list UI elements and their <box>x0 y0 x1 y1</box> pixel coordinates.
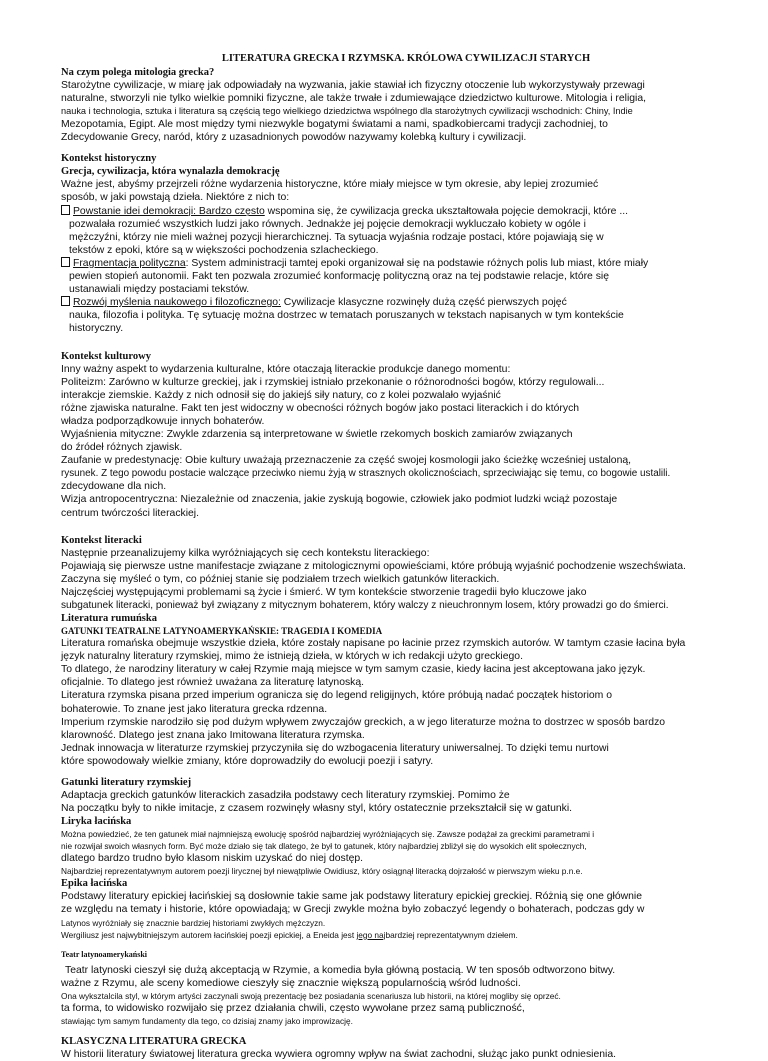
paragraph-line: Najbardziej reprezentatywnym autorem poezji lirycznej był niewątpliwie Owidiusz, który osiągnął literacką dojrzałość w pierwszym wieku p.n.e. <box>61 866 583 877</box>
paragraph-line: Ważne jest, abyśmy przejrzeli różne wydarzenia historyczne, które miały miejsce w tym okresie, aby lepiej zrozumieć <box>61 179 599 191</box>
paragraph-line: pewien stopień autonomii. Fakt ten pozwala zrozumieć konformację polityczną oraz na tej podstawie relacje, które się <box>69 271 610 283</box>
paragraph-line: ważne z Rzymu, ale sceny komediowe cieszyły się znacznie większą popularnością wśród ludności. <box>61 977 521 989</box>
paragraph-line: Latynos wyróżniały się znacznie bardziej historiami zwykłych mężczyzn. <box>61 917 326 928</box>
paragraph-line: Pojawiają się pierwsze ustne manifestacje związane z mitologicznymi opowieściami, które próbują wyjaśnić pochodzenie wszechświata. <box>61 560 686 572</box>
paragraph-line: stawiając tym samym fundamenty dla tego, co dzisiaj znamy jako improwizację. <box>61 1015 353 1026</box>
paragraph-line: ustanawiali między postaciami tekstów. <box>69 284 250 296</box>
checkbox-glyph-icon <box>61 257 70 267</box>
paragraph-line: ta forma, to widowisko rozwijało się przez działania chwili, często wywołane przez samą publiczność, <box>61 1002 525 1014</box>
paragraph-line: Adaptacja greckich gatunków literackich zasadziła podstawy cech literatury rzymskiej. Pomimo że <box>61 790 510 802</box>
paragraph-line: dlatego bardzo trudno było klasom niskim uzyskać do niej dostęp. <box>61 853 364 865</box>
paragraph-line: Wizja antropocentryczna: Niezależnie od znaczenia, jakie zyskują bogowie, człowiek jako podmiot ludzki wciąż pozostaje <box>61 494 618 506</box>
underlined-text-run: jego naj <box>356 929 386 940</box>
section-heading-latin-lyric: Liryka łacińska <box>61 816 132 828</box>
paragraph-line: pozwalała rozumieć wszystkich ludzi jako równych. Jednakże jej pojęcie demokracji wykluczało kobiety w ogóle i <box>69 218 586 230</box>
paragraph-line: różne zjawiska naturalne. Fakt ten jest widoczny w obecności różnych bogów jako postaci literackich i do których <box>61 402 580 414</box>
paragraph-line: nie rozwijał swoich własnych form. Być może działo się tak dlatego, że był to gatunek, który najbardziej zbliżył się do wysokich elit społecznych, <box>61 841 587 852</box>
paragraph-line: bohaterowie. To znane jest jako literatura grecka rdzenna. <box>61 703 328 715</box>
section-subheading-democracy: Grecja, cywilizacja, która wynalazła demokrację <box>61 166 280 178</box>
bullet-text: Cywilizacje klasyczne rozwinęły dużą część pierwszych pojęć <box>280 297 567 309</box>
section-subheading-genres: GATUNKI TEATRALNE LATYNOAMERYKAŃSKIE: TRAGEDIA I KOMEDIA <box>61 626 383 637</box>
paragraph-line: Jednak innowacja w literaturze rzymskiej przyczyniła się do wzbogacenia literatury uniwersalnej. To dzięki temu nurtowi <box>61 742 609 754</box>
bullet-item <box>61 257 751 270</box>
paragraph-line: tekstów z epoki, które są w większości pochodzenia szlacheckiego. <box>69 244 379 256</box>
paragraph-line: Literatura romańska obejmuje wszystkie dzieła, które zostały napisane po łacinie przez rzymskich autorów. W tamtym czasie łacina była <box>61 638 686 650</box>
paragraph-line: rysunek. Z tego powodu postacie walczące przeciwko niemu żyją w strasznych okolicznościach, sprzeciwiając się temu, co bogowie ustalili. <box>61 468 671 480</box>
text-run: bardziej reprezentatywnym dziełem. <box>385 929 518 940</box>
bullet-text: wspomina się, że cywilizacja grecka ukształtowała pojęcie demokracji, które ... <box>264 205 628 217</box>
paragraph-line <box>61 929 751 941</box>
document-page <box>61 52 751 1061</box>
paragraph-line: Mezopotamia, Egipt. Ale most między tymi niezwykle bogatymi światami a nami, spadkobiercami tradycji zachodniej, to <box>61 119 608 131</box>
paragraph-line: ze względu na tematy i historie, które opowiadają; w Grecji zwykle można było zobaczyć legendy o bohaterach, podczas gdy w <box>61 904 645 916</box>
bullet-label: Fragmentacja polityczna <box>73 257 186 269</box>
paragraph-line: Najczęściej występującymi problemami są życie i śmierć. W tym kontekście stworzenie tragedii było kluczowe jako <box>61 586 587 598</box>
paragraph-line: Literatura rzymska pisana przed imperium ogranicza się do legend religijnych, które próbują nadać początek historiom o <box>61 690 612 702</box>
paragraph-line: Imperium rzymskie narodziło się pod dużym wpływem zwyczajów greckich, a w jego literaturze można to dostrzec w sposób bardzo <box>61 716 666 728</box>
section-heading-mythology: Na czym polega mitologia grecka? <box>61 67 215 78</box>
paragraph-line: Zaufanie w predestynację: Obie kultury uważają przeznaczenie za część swojej kosmologii jako ścieżkę wcześniej ustaloną, <box>61 455 632 467</box>
paragraph-line: do źródeł różnych zjawisk. <box>61 442 183 454</box>
paragraph-line: sposób, w jaki powstają dzieła. Niektóre z nich to: <box>61 192 290 204</box>
paragraph-line: klarowność. Dlatego jest znana jako Imitowana literatura rzymska. <box>61 729 365 741</box>
paragraph-line: Podstawy literatury epickiej łacińskiej są dosłownie takie same jak podstawy literatury epickiej greckiej. Różnią się one głównie <box>61 891 642 903</box>
paragraph-line: Politeizm: Zarówno w kulturze greckiej, jak i rzymskiej istniało przekonanie o różnorodności bogów, którzy regulowali... <box>61 376 605 388</box>
paragraph-line: zdecydowane dla nich. <box>61 481 167 493</box>
bullet-item <box>61 296 751 309</box>
paragraph-line: historyczny. <box>69 323 124 335</box>
paragraph-line: Zdecydowanie Grecy, naród, który z uzasadnionych powodów nazywamy kolebką kultury i cywilizacji. <box>61 132 527 144</box>
bullet-label: Powstanie idei demokracji: Bardzo często <box>73 205 265 217</box>
section-heading-latin-epic: Epika łacińska <box>61 878 128 890</box>
paragraph-line: Wyjaśnienia mityczne: Zwykle zdarzenia są interpretowane w świetle rzekomych boskich zamiarów związanych <box>61 428 573 440</box>
section-heading-cultural: Kontekst kulturowy <box>61 350 151 362</box>
paragraph-line: Teatr latynoski cieszył się dużą akceptacją w Rzymie, a komedia była główną postacią. W ten sposób odtworzono bitwy. <box>65 964 616 976</box>
paragraph-line: subgatunek literacki, ponieważ był związany z mitycznym bohaterem, który walczy z nieuchronnym losem, który prowadzi go do śmierci. <box>61 600 669 611</box>
bullet-item <box>61 205 751 218</box>
paragraph-line: Ona wyksztalcila styl, w którym artyści zaczynali swoją prezentację bez posiadania scenariusza lub historii, na której mogliby się oprzeć. <box>61 990 561 1001</box>
paragraph-line: Inny ważny aspekt to wydarzenia kulturalne, które otaczają literackie produkcje danego momentu: <box>61 363 511 375</box>
paragraph-line: interakcje ziemskie. Każdy z nich odnosił się do jakiejś siły natury, co z kolei pozwalało wyjaśnić <box>61 389 501 401</box>
checkbox-glyph-icon <box>61 205 70 215</box>
section-heading-classical-greek: KLASYCZNA LITERATURA GRECKA <box>61 1035 247 1047</box>
section-heading-latin-theatre: Teatr latynoamerykański <box>61 949 148 959</box>
paragraph-line: Można powiedzieć, że ten gatunek miał najmniejszą ewolucję spośród najbardziej wyróżniających się. Zawsze podążał za greckimi parametrami i <box>61 829 595 840</box>
paragraph-line: nauka i technologia, sztuka i literatura są częścią tego wielkiego dziedzictwa wspólnego dla starożytnych cywilizacji wschodnich: Chiny, Indie <box>61 106 633 117</box>
paragraph-line: Na początku były to nikłe imitacje, z czasem rozwinęły własny styl, który ostatecznie przekształcił się w gatunki. <box>61 803 573 815</box>
paragraph-line: To dlatego, że narodziny literatury w całej Rzymie mają miejsce w tym samym czasie, kiedy łacina jest akceptowana jako język. <box>61 664 646 676</box>
paragraph-line: Następnie przeanalizujemy kilka wyróżniających się cech kontekstu literackiego: <box>61 547 430 559</box>
paragraph-line: mężczyźni, którzy nie mieli ważnej pozycji hierarchicznej. Ta sytuacja wyjaśnia rodzaje postaci, które pojawiają się w <box>69 231 604 243</box>
checkbox-glyph-icon <box>61 296 70 306</box>
paragraph-line: Zaczyna się myśleć o tym, co później stanie się podziałem trzech wielkich gatunków literackich. <box>61 573 500 585</box>
section-heading-literary: Kontekst literacki <box>61 534 142 546</box>
paragraph-line: które spowodowały wielkie zmiany, które doprowadziły do ewolucji poezji i satyry. <box>61 755 434 767</box>
text-run: Wergiliusz jest najwybitniejszym autorem łacińskiej poezji epickiej, a Eneida jest <box>61 929 357 940</box>
paragraph-line: naturalne, stworzyli nie tylko wielkie pomniki fizyczne, ale także trwałe i zdumiewające dziedzictwo kulturowe. Mitologia i religia, <box>61 93 647 105</box>
paragraph-line: nauka, filozofia i polityka. Tę sytuację można dostrzec w tematach poruszanych w tekstach napisanych w tym kontekście <box>69 310 624 322</box>
document-title: LITERATURA GRECKA I RZYMSKA. KRÓLOWA CYWILIZACJI STARYCH <box>221 53 591 64</box>
section-heading-roman-literature: Literatura rumuńska <box>61 613 157 625</box>
section-heading-roman-genres: Gatunki literatury rzymskiej <box>61 777 192 789</box>
bullet-label: Rozwój myślenia naukowego i filozoficznego: <box>73 297 281 309</box>
bullet-text: : System administracji tamtej epoki organizował się na podstawie różnych polis lub miast, które miały <box>185 257 649 269</box>
paragraph-line: W historii literatury światowej literatura grecka wywiera ogromny wpływ na świat zachodni, służąc jako punkt odniesienia. <box>61 1048 616 1060</box>
paragraph-line: centrum twórczości literackiej. <box>61 507 200 519</box>
section-heading-historical: Kontekst historyczny <box>61 153 157 165</box>
paragraph-line: władza podporządkowuje innych bohaterów. <box>61 415 265 427</box>
paragraph-line: oficjalnie. To dlatego jest również uważana za literaturę latynoską. <box>61 677 365 689</box>
paragraph-line: Starożytne cywilizacje, w miarę jak odpowiadały na wyzwania, jakie stawiał ich fizyczny otoczenie lub wykorzystywały przewagi <box>61 80 645 91</box>
paragraph-line: język naturalny literatury rzymskiej, mimo że istnieją dzieła, w których w ich redakcji użyto greckiego. <box>61 651 523 663</box>
